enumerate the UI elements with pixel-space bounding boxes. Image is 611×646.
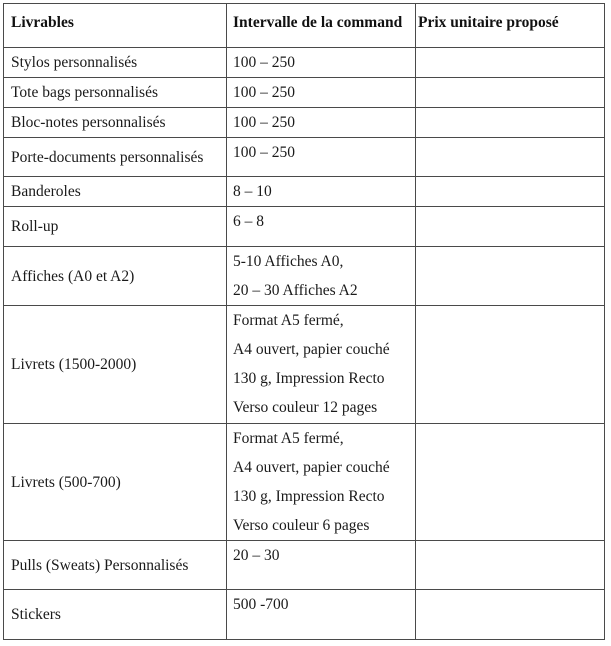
cell-prix-unitaire xyxy=(416,541,605,590)
table-row xyxy=(4,48,605,78)
cell-intervalle xyxy=(227,108,416,138)
header-intervalle xyxy=(227,4,416,48)
cell-prix-unitaire xyxy=(416,78,605,108)
intervalle-line: 100 – 250 xyxy=(233,54,295,71)
intervalle-line: 5-10 Affiches A0, xyxy=(233,253,344,270)
table-row xyxy=(4,138,605,177)
livrable-text: Livrets (500-700) xyxy=(11,473,121,491)
livrable-text: Stickers xyxy=(11,606,61,623)
intervalle-line: 100 – 250 xyxy=(233,114,295,131)
intervalle-line: 6 – 8 xyxy=(233,213,264,230)
cell-livrable xyxy=(4,78,227,108)
cell-intervalle xyxy=(227,138,416,177)
cell-intervalle xyxy=(227,306,416,424)
header-prix xyxy=(416,4,605,48)
livrable-text: Roll-up xyxy=(11,218,59,235)
intervalle-line: Verso couleur 12 pages xyxy=(233,399,378,416)
table-row xyxy=(4,541,605,590)
cell-intervalle xyxy=(227,247,416,306)
header-label: Prix unitaire proposé xyxy=(418,14,559,31)
cell-intervalle xyxy=(227,207,416,247)
intervalle-line: A4 ouvert, papier couché xyxy=(233,341,390,358)
intervalle-line: Verso couleur 6 pages xyxy=(233,517,370,534)
cell-livrable xyxy=(4,207,227,247)
intervalle-line: 20 – 30 xyxy=(233,547,280,564)
cell-livrable xyxy=(4,48,227,78)
cell-livrable xyxy=(4,138,227,177)
cell-prix-unitaire xyxy=(416,247,605,306)
livrable-text: Affiches (A0 et A2) xyxy=(11,267,135,285)
cell-prix-unitaire xyxy=(416,424,605,541)
cell-livrable xyxy=(4,108,227,138)
intervalle-line: 100 – 250 xyxy=(233,144,295,161)
cell-intervalle xyxy=(227,541,416,590)
table-header-row xyxy=(4,4,605,48)
intervalle-line: 130 g, Impression Recto xyxy=(233,370,385,387)
table-row xyxy=(4,177,605,207)
cell-livrable xyxy=(4,247,227,306)
cell-prix-unitaire xyxy=(416,177,605,207)
table-row xyxy=(4,207,605,247)
cell-intervalle xyxy=(227,424,416,541)
intervalle-line: 500 -700 xyxy=(233,596,289,613)
intervalle-line: 20 – 30 Affiches A2 xyxy=(233,282,358,299)
table-row xyxy=(4,590,605,640)
livrable-text: Bloc-notes personnalisés xyxy=(11,114,166,131)
livrable-text: Livrets (1500-2000) xyxy=(11,356,137,373)
table-row xyxy=(4,424,605,541)
intervalle-line: Format A5 fermé, xyxy=(233,312,344,329)
cell-livrable xyxy=(4,590,227,640)
cell-livrable xyxy=(4,306,227,424)
table-row xyxy=(4,78,605,108)
cell-intervalle xyxy=(227,78,416,108)
cell-prix-unitaire xyxy=(416,48,605,78)
cell-livrable xyxy=(4,424,227,541)
table-row xyxy=(4,247,605,306)
cell-prix-unitaire xyxy=(416,306,605,424)
livrable-text: Tote bags personnalisés xyxy=(11,84,158,101)
intervalle-line: Format A5 fermé, xyxy=(233,430,344,447)
table-body xyxy=(4,48,605,640)
cell-livrable xyxy=(4,177,227,207)
cell-intervalle xyxy=(227,48,416,78)
header-label: Livrables xyxy=(11,14,74,31)
cell-intervalle xyxy=(227,590,416,640)
livrable-text: Pulls (Sweats) Personnalisés xyxy=(11,556,189,574)
cell-prix-unitaire xyxy=(416,590,605,640)
header-livrables xyxy=(4,4,227,48)
intervalle-line: 130 g, Impression Recto xyxy=(233,488,385,505)
cell-intervalle xyxy=(227,177,416,207)
deliverables-table xyxy=(3,3,605,640)
intervalle-line: 100 – 250 xyxy=(233,84,295,101)
table-row xyxy=(4,306,605,424)
cell-prix-unitaire xyxy=(416,108,605,138)
livrable-text: Porte-documents personnalisés xyxy=(11,148,204,166)
table-row xyxy=(4,108,605,138)
livrable-text: Banderoles xyxy=(11,183,81,200)
cell-prix-unitaire xyxy=(416,207,605,247)
intervalle-line: 8 – 10 xyxy=(233,183,272,200)
intervalle-line: A4 ouvert, papier couché xyxy=(233,459,390,476)
livrable-text: Stylos personnalisés xyxy=(11,54,138,71)
header-label: Intervalle de la command xyxy=(233,14,403,31)
cell-livrable xyxy=(4,541,227,590)
cell-prix-unitaire xyxy=(416,138,605,177)
